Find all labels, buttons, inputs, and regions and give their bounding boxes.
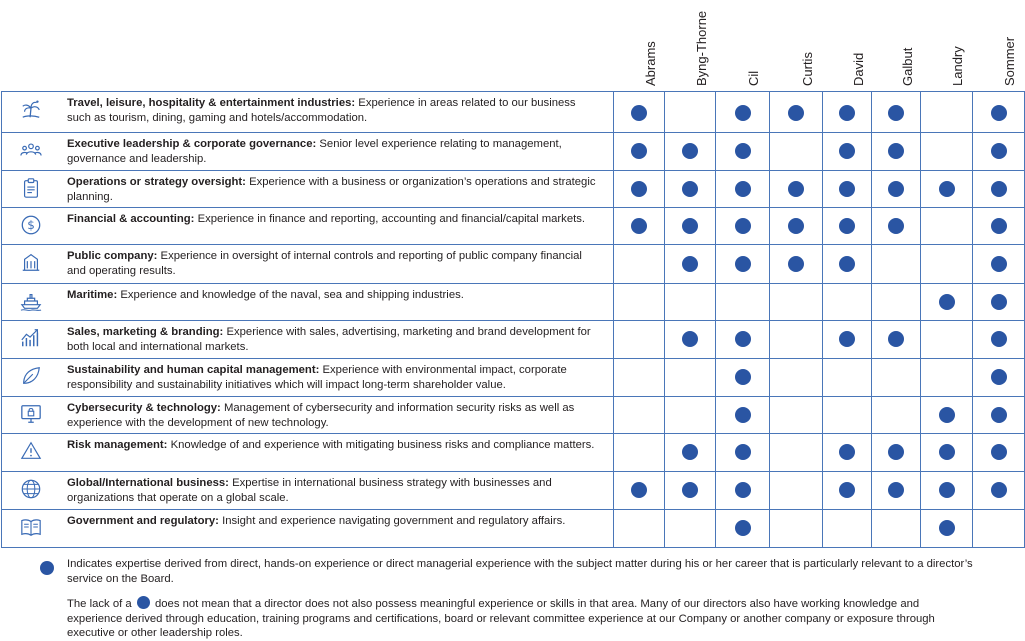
expertise-dot xyxy=(939,482,955,498)
skill-mark-cell xyxy=(872,171,921,208)
skill-mark-cell xyxy=(921,472,973,510)
skill-mark-cell xyxy=(973,133,1025,171)
skill-title: Sales, marketing & branding: xyxy=(67,326,224,338)
skill-mark-cell xyxy=(921,208,973,245)
expertise-dot xyxy=(631,143,647,159)
skill-mark-cell xyxy=(823,397,872,434)
skill-mark-cell xyxy=(716,133,770,171)
skill-desc: Senior level experience relating to management, governance and leadership. xyxy=(67,138,562,165)
skill-mark-cell xyxy=(770,359,823,397)
skill-row xyxy=(2,321,1025,359)
director-name-cil: Cil xyxy=(746,70,761,86)
director-name-galbut: Galbut xyxy=(899,47,915,86)
skill-description-cell xyxy=(2,171,614,208)
skill-text xyxy=(67,96,597,125)
skill-title: Government and regulatory: xyxy=(67,515,219,527)
skill-mark-cell xyxy=(665,245,716,284)
skill-description-cell xyxy=(2,397,614,434)
expertise-dot xyxy=(991,105,1007,121)
expertise-dot xyxy=(788,256,804,272)
skill-desc: Expertise in international business strategy with businesses and organizations that operate on a global scale. xyxy=(67,477,552,504)
skill-mark-cell xyxy=(823,359,872,397)
skill-description-cell xyxy=(2,434,614,472)
expertise-dot xyxy=(939,181,955,197)
skill-row xyxy=(2,472,1025,510)
skill-mark-cell xyxy=(665,472,716,510)
skill-mark-cell xyxy=(716,472,770,510)
director-name-byng-thorne: Byng-Thorne xyxy=(693,10,709,86)
skill-description-cell xyxy=(2,92,614,133)
skill-mark-cell xyxy=(665,321,716,359)
skill-mark-cell xyxy=(973,359,1025,397)
director-header xyxy=(613,0,1025,92)
clipboard-icon xyxy=(15,177,47,199)
skill-mark-cell xyxy=(665,92,716,133)
director-name-david: David xyxy=(850,52,866,86)
expertise-dot xyxy=(991,331,1007,347)
legend-note-suffix: does not mean that a director does not also possess meaningful experience or skills in that area. Many of our directors also have working knowledge and experience derived through education, training programs and certifications, board or relevant committee experience at our Company or another company or exposure through executive or other leadership roles. xyxy=(67,598,935,639)
skill-mark-cell xyxy=(665,359,716,397)
expertise-dot xyxy=(888,105,904,121)
expertise-dot xyxy=(682,143,698,159)
legend-note xyxy=(67,596,977,641)
skill-mark-cell xyxy=(823,284,872,321)
skill-desc: Experience with a business or organization’s operations and strategic planning. xyxy=(67,176,596,203)
expertise-dot xyxy=(735,369,751,385)
skill-mark-cell xyxy=(872,133,921,171)
skill-description-cell xyxy=(2,510,614,548)
globe-icon xyxy=(15,478,47,500)
skill-mark-cell xyxy=(716,245,770,284)
legend xyxy=(40,557,980,641)
expertise-dot xyxy=(788,181,804,197)
skill-text xyxy=(67,137,597,166)
skill-mark-cell xyxy=(823,321,872,359)
legend-dot-meaning: Indicates expertise derived from direct, hands-on experience or direct managerial experience with the subject matter during his or her career that is particularly relevant to a director’s service on the Board. xyxy=(67,558,973,585)
expertise-dot xyxy=(991,143,1007,159)
expertise-dot xyxy=(839,143,855,159)
skill-row xyxy=(2,359,1025,397)
skill-mark-cell xyxy=(614,397,665,434)
skill-mark-cell xyxy=(872,397,921,434)
skill-row xyxy=(2,171,1025,208)
leaf-icon xyxy=(15,365,47,387)
skill-row xyxy=(2,510,1025,548)
skill-title: Global/International business: xyxy=(67,477,229,489)
skill-text xyxy=(67,438,597,453)
legend-note-prefix: The lack of a xyxy=(67,598,132,610)
skill-mark-cell xyxy=(872,359,921,397)
skill-mark-cell xyxy=(716,434,770,472)
skill-mark-cell xyxy=(770,284,823,321)
skill-title: Public company: xyxy=(67,250,158,262)
expertise-dot xyxy=(839,256,855,272)
skill-desc: Insight and experience navigating government and regulatory affairs. xyxy=(222,515,566,527)
skill-mark-cell xyxy=(716,284,770,321)
skill-row xyxy=(2,245,1025,284)
director-name-curtis: Curtis xyxy=(799,52,815,86)
expertise-dot xyxy=(682,256,698,272)
skill-mark-cell xyxy=(716,208,770,245)
skill-mark-cell xyxy=(973,171,1025,208)
expertise-dot xyxy=(735,407,751,423)
skill-mark-cell xyxy=(921,92,973,133)
skill-row xyxy=(2,92,1025,133)
skill-mark-cell xyxy=(770,92,823,133)
skill-mark-cell xyxy=(770,510,823,548)
skill-mark-cell xyxy=(823,472,872,510)
expertise-dot xyxy=(888,331,904,347)
expertise-dot xyxy=(888,143,904,159)
expertise-dot xyxy=(682,218,698,234)
skill-title: Executive leadership & corporate governance: xyxy=(67,138,317,150)
skill-text xyxy=(67,212,597,227)
skill-text xyxy=(67,363,597,392)
skill-mark-cell xyxy=(614,434,665,472)
skill-mark-cell xyxy=(770,434,823,472)
skill-mark-cell xyxy=(823,133,872,171)
skill-mark-cell xyxy=(921,321,973,359)
warning-icon xyxy=(15,440,47,462)
expertise-dot xyxy=(788,218,804,234)
skill-mark-cell xyxy=(973,284,1025,321)
skill-mark-cell xyxy=(614,92,665,133)
skill-row xyxy=(2,284,1025,321)
expertise-dot xyxy=(839,444,855,460)
expertise-dot xyxy=(735,256,751,272)
skill-mark-cell xyxy=(665,171,716,208)
skill-mark-cell xyxy=(872,472,921,510)
expertise-dot xyxy=(682,331,698,347)
skill-mark-cell xyxy=(823,510,872,548)
skill-description-cell xyxy=(2,245,614,284)
expertise-dot xyxy=(991,407,1007,423)
skill-mark-cell xyxy=(716,321,770,359)
skill-description-cell xyxy=(2,208,614,245)
skill-mark-cell xyxy=(665,434,716,472)
expertise-dot xyxy=(631,105,647,121)
skill-mark-cell xyxy=(872,284,921,321)
skill-mark-cell xyxy=(921,171,973,208)
skill-mark-cell xyxy=(614,472,665,510)
skill-text xyxy=(67,514,597,529)
skill-desc: Experience with sales, advertising, marketing and brand development for both local and international markets. xyxy=(67,326,591,353)
expertise-dot xyxy=(631,482,647,498)
expertise-dot xyxy=(682,482,698,498)
expertise-dot xyxy=(939,520,955,536)
palm-tree-icon xyxy=(15,98,47,120)
skill-mark-cell xyxy=(770,171,823,208)
skill-desc: Experience with environmental impact, corporate responsibility and sustainability initiatives which will impact long-term shareholder value. xyxy=(67,364,567,391)
expertise-dot xyxy=(991,181,1007,197)
skill-mark-cell xyxy=(872,434,921,472)
skill-description-cell xyxy=(2,284,614,321)
expertise-dot xyxy=(735,218,751,234)
expertise-dot xyxy=(839,482,855,498)
skill-title: Risk management: xyxy=(67,439,168,451)
expertise-dot xyxy=(888,218,904,234)
skill-mark-cell xyxy=(823,171,872,208)
skill-row xyxy=(2,434,1025,472)
people-group-icon xyxy=(15,139,47,161)
svg-text:$: $ xyxy=(27,218,35,233)
skill-mark-cell xyxy=(872,245,921,284)
skill-mark-cell xyxy=(614,359,665,397)
ship-icon xyxy=(15,290,47,312)
skill-mark-cell xyxy=(973,321,1025,359)
skill-mark-cell xyxy=(716,359,770,397)
skill-desc: Experience in finance and reporting, accounting and financial/capital markets. xyxy=(197,213,586,225)
skill-mark-cell xyxy=(973,472,1025,510)
expertise-dot xyxy=(735,444,751,460)
skill-mark-cell xyxy=(614,284,665,321)
skill-mark-cell xyxy=(770,245,823,284)
skill-desc: Management of cybersecurity and information security risks as well as experience with the development of new technology. xyxy=(67,402,575,429)
skill-text xyxy=(67,175,597,204)
expertise-dot xyxy=(788,105,804,121)
skill-mark-cell xyxy=(716,510,770,548)
skill-mark-cell xyxy=(973,434,1025,472)
skill-mark-cell xyxy=(921,133,973,171)
skill-title: Travel, leisure, hospitality & entertainment industries: xyxy=(67,97,356,109)
skills-matrix xyxy=(1,91,1025,548)
skill-row xyxy=(2,133,1025,171)
skill-mark-cell xyxy=(665,133,716,171)
skill-desc: Knowledge of and experience with mitigating business risks and compliance matters. xyxy=(170,439,595,451)
skill-mark-cell xyxy=(973,245,1025,284)
skill-mark-cell xyxy=(973,510,1025,548)
expertise-dot xyxy=(939,407,955,423)
skill-mark-cell xyxy=(614,133,665,171)
skill-mark-cell xyxy=(614,245,665,284)
skill-description-cell xyxy=(2,321,614,359)
expertise-dot xyxy=(735,331,751,347)
book-icon xyxy=(15,516,47,538)
skill-mark-cell xyxy=(921,245,973,284)
skill-mark-cell xyxy=(872,321,921,359)
expertise-dot xyxy=(735,181,751,197)
legend-inline-dot xyxy=(137,596,150,609)
skill-description-cell xyxy=(2,472,614,510)
skill-mark-cell xyxy=(921,434,973,472)
skill-mark-cell xyxy=(716,92,770,133)
expertise-dot xyxy=(682,181,698,197)
expertise-dot xyxy=(939,444,955,460)
skill-mark-cell xyxy=(770,208,823,245)
expertise-dot xyxy=(682,444,698,460)
skill-mark-cell xyxy=(770,321,823,359)
skill-title: Financial & accounting: xyxy=(67,213,195,225)
director-name-abrams: Abrams xyxy=(642,41,658,86)
skill-mark-cell xyxy=(716,397,770,434)
skill-mark-cell xyxy=(770,397,823,434)
dollar-icon xyxy=(15,214,47,236)
skill-text xyxy=(67,476,597,505)
skill-mark-cell xyxy=(823,434,872,472)
expertise-dot xyxy=(839,218,855,234)
expertise-dot xyxy=(991,444,1007,460)
skill-title: Maritime: xyxy=(67,289,118,301)
skill-mark-cell xyxy=(716,171,770,208)
skill-desc: Experience and knowledge of the naval, sea and shipping industries. xyxy=(120,289,464,301)
skill-description-cell xyxy=(2,133,614,171)
expertise-dot xyxy=(991,482,1007,498)
skill-mark-cell xyxy=(665,510,716,548)
expertise-dot xyxy=(888,181,904,197)
skill-mark-cell xyxy=(614,510,665,548)
skill-row xyxy=(2,208,1025,245)
skill-text xyxy=(67,325,597,354)
expertise-dot xyxy=(888,482,904,498)
skill-mark-cell xyxy=(770,472,823,510)
expertise-dot xyxy=(991,218,1007,234)
skill-mark-cell xyxy=(665,397,716,434)
skill-title: Cybersecurity & technology: xyxy=(67,402,221,414)
skill-mark-cell xyxy=(921,284,973,321)
skill-mark-cell xyxy=(973,208,1025,245)
skill-desc: Experience in oversight of internal controls and reporting of public company financial and operating results. xyxy=(67,250,582,277)
expertise-dot xyxy=(991,369,1007,385)
skill-mark-cell xyxy=(823,245,872,284)
director-name-sommer: Sommer xyxy=(1002,36,1017,86)
expertise-dot xyxy=(991,294,1007,310)
skill-mark-cell xyxy=(823,208,872,245)
expertise-dot xyxy=(631,181,647,197)
skill-title: Operations or strategy oversight: xyxy=(67,176,246,188)
skill-mark-cell xyxy=(872,92,921,133)
expertise-dot xyxy=(735,143,751,159)
skill-title: Sustainability and human capital management: xyxy=(67,364,320,376)
skill-mark-cell xyxy=(921,359,973,397)
skill-text xyxy=(67,249,597,278)
skill-mark-cell xyxy=(872,510,921,548)
expertise-dot xyxy=(631,218,647,234)
expertise-dot xyxy=(888,444,904,460)
expertise-dot xyxy=(991,256,1007,272)
skill-mark-cell xyxy=(872,208,921,245)
legend-dot xyxy=(40,561,54,575)
expertise-dot xyxy=(939,294,955,310)
skill-desc: Experience in areas related to our business such as tourism, dining, gaming and hotels/accommodation. xyxy=(67,97,576,124)
skill-mark-cell xyxy=(770,133,823,171)
skill-mark-cell xyxy=(614,208,665,245)
skill-mark-cell xyxy=(921,397,973,434)
skill-mark-cell xyxy=(921,510,973,548)
expertise-dot xyxy=(735,520,751,536)
building-icon xyxy=(15,251,47,273)
expertise-dot xyxy=(839,181,855,197)
expertise-dot xyxy=(735,105,751,121)
skill-mark-cell xyxy=(665,284,716,321)
skill-description-cell xyxy=(2,359,614,397)
monitor-lock-icon xyxy=(15,403,47,425)
director-name-landry: Landry xyxy=(950,46,965,86)
expertise-dot xyxy=(839,105,855,121)
skill-row xyxy=(2,397,1025,434)
skill-text xyxy=(67,401,597,430)
skill-mark-cell xyxy=(665,208,716,245)
skill-mark-cell xyxy=(614,321,665,359)
skill-mark-cell xyxy=(973,92,1025,133)
growth-chart-icon xyxy=(15,327,47,349)
skill-mark-cell xyxy=(973,397,1025,434)
skill-mark-cell xyxy=(614,171,665,208)
expertise-dot xyxy=(735,482,751,498)
skill-text xyxy=(67,288,597,303)
skill-mark-cell xyxy=(823,92,872,133)
expertise-dot xyxy=(839,331,855,347)
